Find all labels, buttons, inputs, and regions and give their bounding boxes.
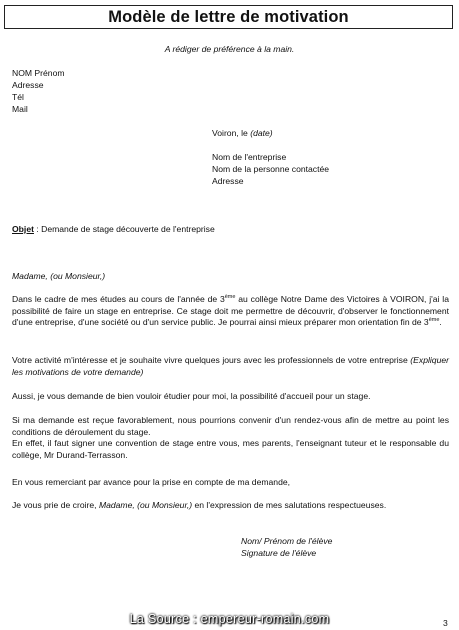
signature-name: Nom/ Prénom de l'élève <box>241 536 333 546</box>
page-title: Modèle de lettre de motivation <box>108 7 349 26</box>
page-number: 3 <box>443 618 448 628</box>
source-watermark: La Source : empereur-romain.com <box>129 612 330 626</box>
ordinal-sup: ème <box>428 317 440 324</box>
paragraph-6-text-b: Madame, (ou Monsieur,) <box>98 500 193 510</box>
salutation: Madame, (ou Monsieur,) <box>12 271 106 281</box>
recipient-company: Nom de l'entreprise <box>212 152 287 162</box>
sender-name: NOM Prénom <box>12 68 65 78</box>
sender-mail: Mail <box>12 104 28 114</box>
paragraph-1-text-a: Dans le cadre de mes études au cours de l'année de 3 <box>12 294 225 304</box>
recipient-contact: Nom de la personne contactée <box>212 164 330 174</box>
paragraph-2-text-a: Votre activité m'intéresse et je souhaite vivre quelques jours avec les professionnels de votre entreprise <box>12 355 411 365</box>
recipient-address: Adresse <box>212 176 244 186</box>
paragraph-6-text-a: Je vous prie de croire, <box>12 500 99 510</box>
ordinal-sup: ème <box>224 294 236 301</box>
date: (date) <box>250 128 273 138</box>
subtitle: A rédiger de préférence à la main. <box>164 44 295 54</box>
paragraph-6 <box>12 500 449 512</box>
object-label: Objet <box>12 224 34 234</box>
paragraph-1-text-c: . <box>439 317 442 328</box>
paragraph-3: Aussi, je vous demande de bien vouloir étudier pour moi, la possibilité d'accueil pour un stage. <box>12 391 371 401</box>
sender-address: Adresse <box>12 80 44 90</box>
paragraph-6-text-c: en l'expression de mes salutations respectueuses. <box>192 500 387 510</box>
paragraph-5: En vous remerciant par avance pour la prise en compte de ma demande, <box>12 477 291 487</box>
place: Voiron, le <box>212 128 251 138</box>
signature-sign: Signature de l'élève <box>241 548 317 558</box>
paragraph-4-text-b: En effet, il faut signer une convention de stage entre vous, mes parents, l'enseignant tuteur et le responsable du collège, Mr Durand-Terrasson. <box>12 438 449 460</box>
paragraph-1-text-b: au collège Notre Dame des Victoires à VOIRON, j'ai la possibilité de faire un stage en entreprise. Ce stage doit me permettre de découvrir, d'observer le fonctionnement d'une entreprise, d'une société ou d'un service public. Je pourrai ainsi mieux préparer mon orientation fin de 3 <box>12 294 449 328</box>
paragraph-1 <box>12 294 449 329</box>
object-text: : Demande de stage découverte de l'entreprise <box>33 224 215 234</box>
title-box <box>4 5 453 29</box>
object-line <box>12 224 215 236</box>
paragraph-2-text-b: (Expliquer les motivations de votre demande) <box>12 355 449 377</box>
paragraph-4-text-a: Si ma demande est reçue favorablement, nous pourrions convenir d'un rendez-vous afin de mettre au point les conditions de déroulement du stage. <box>12 415 449 437</box>
paragraph-2 <box>12 355 449 378</box>
place-date <box>212 128 273 140</box>
paragraph-4 <box>12 415 449 461</box>
sender-phone: Tél <box>12 92 24 102</box>
